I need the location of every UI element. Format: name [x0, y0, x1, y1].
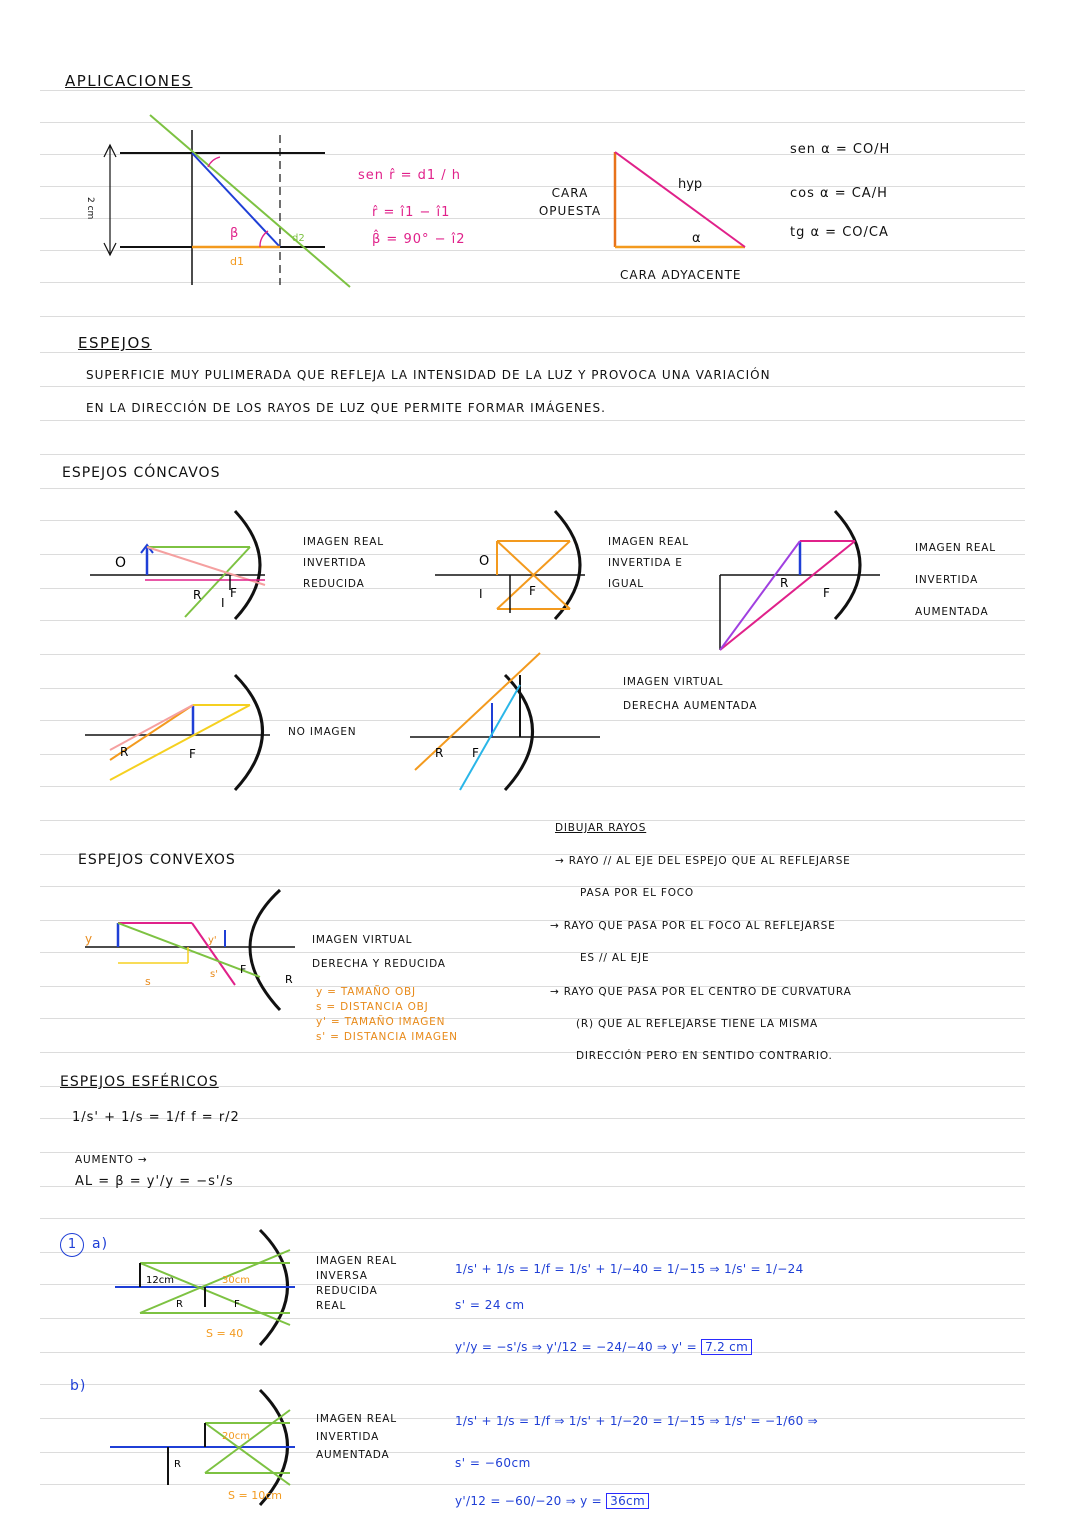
label-cara-opuesta: CARA OPUESTA: [538, 186, 602, 218]
case3-line2: INVERTIDA: [915, 574, 979, 586]
a-tag-r: R: [176, 1299, 183, 1310]
case1-line1: IMAGEN REAL: [303, 536, 384, 548]
heading-aplicaciones: APLICACIONES: [65, 72, 193, 90]
case2-line1: IMAGEN REAL: [608, 536, 689, 548]
case3-line1: IMAGEN REAL: [915, 542, 996, 554]
heading-espejos: ESPEJOS: [78, 334, 152, 352]
letter-f-5: F: [472, 746, 479, 760]
aumento-label: AUMENTO →: [75, 1154, 148, 1166]
exercise-b-eq3: [455, 1494, 649, 1508]
right-triangle-diagram: [610, 150, 750, 250]
letter-sp: s': [210, 969, 218, 980]
exercise-a-eq3: [455, 1340, 752, 1354]
letter-f: F: [230, 586, 237, 600]
exercise-b-eq1: 1/s' + 1/s = 1/f ⇒ 1/s' + 1/−20 = 1/−15 ⇒ 1/s' = −1/60 ⇒: [455, 1414, 818, 1428]
case3-result: [915, 532, 996, 628]
espejos-definition-line1: SUPERFICIE MUY PULIMERADA QUE REFLEJA LA INTENSIDAD DE LA LUZ Y PROVOCA UNA VARIACIÓN: [86, 368, 771, 382]
rule2-line1: → RAYO QUE PASA POR EL FOCO AL REFLEJARSE: [550, 920, 836, 932]
letter-o-2: O: [479, 554, 490, 569]
convex-result: [312, 928, 446, 976]
case1-line3: REDUCIDA: [303, 578, 365, 590]
letter-f-cx: F: [240, 963, 247, 976]
letter-i-2: I: [479, 587, 483, 601]
label-d1: d1: [230, 255, 244, 268]
exercise-a-diagram: [110, 1225, 310, 1350]
exercise-a-label: a): [92, 1236, 109, 1252]
heading-concavos: ESPEJOS CÓNCAVOS: [62, 465, 221, 481]
formula-sen-r-text: sen r̂ = d1 / h: [358, 168, 462, 183]
b-tag-r: R: [174, 1459, 181, 1470]
rule2-line2: ES // AL EJE: [580, 952, 650, 964]
concave-mirror-case3: [715, 505, 895, 655]
label-alpha: α: [692, 231, 701, 246]
exercise-b-result: [316, 1410, 397, 1464]
rule3-line3: DIRECCIÓN PERO EN SENTIDO CONTRARIO.: [576, 1050, 833, 1062]
case5-line1: IMAGEN VIRTUAL: [623, 676, 724, 688]
formula-sen-r: [358, 168, 461, 183]
rule3-line1: → RAYO QUE PASA POR EL CENTRO DE CURVATURA: [550, 986, 852, 998]
a-result-1: IMAGEN REAL: [316, 1255, 397, 1267]
letter-r-3: R: [780, 576, 789, 590]
exercise-a-answer: 7.2 cm: [701, 1339, 752, 1355]
concave-mirror-case4: [85, 670, 285, 800]
exercise-a-eq2: s' = 24 cm: [455, 1298, 525, 1312]
exercise-number: 1: [60, 1233, 84, 1257]
case4-result: NO IMAGEN: [288, 726, 357, 738]
case5-line2: DERECHA AUMENTADA: [623, 700, 758, 712]
letter-o: O: [115, 555, 127, 571]
rule3-line2: (R) QUE AL REFLEJARSE TIENE LA MISMA: [576, 1018, 819, 1030]
case2-line2: INVERTIDA E: [608, 557, 683, 569]
concave-mirror-case5: [410, 645, 610, 795]
b-result-2: INVERTIDA: [316, 1431, 380, 1443]
letter-r: R: [193, 588, 202, 602]
rule1-line2: PASA POR EL FOCO: [580, 887, 694, 899]
legend-y: y = TAMAÑO OBJ: [316, 986, 416, 998]
legend-sp: s' = DISTANCIA IMAGEN: [316, 1031, 458, 1043]
heading-convexos: ESPEJOS CONVEXOS: [78, 852, 236, 868]
letter-r-cx: R: [285, 973, 293, 986]
exercise-b-label: b): [70, 1378, 87, 1394]
exercise-b-eq2: s' = −60cm: [455, 1456, 531, 1470]
heading-esfericos: ESPEJOS ESFÉRICOS: [60, 1074, 219, 1090]
letter-f-4: F: [189, 747, 196, 761]
concave-mirror-case1: [85, 505, 275, 620]
a-tag-y: 12cm: [146, 1275, 174, 1286]
letter-s: s: [145, 975, 151, 988]
concave-mirror-case2: [435, 505, 595, 620]
legend-yp: y' = TAMAÑO IMAGEN: [316, 1016, 446, 1028]
exercise-a-eq3-text: y'/y = −s'/s ⇒ y'/12 = −24/−40 ⇒ y' =: [455, 1340, 697, 1354]
formula-r: r̂ = î1 − î1: [372, 205, 451, 220]
b-tag-s: S = 10cm: [228, 1489, 282, 1502]
convex-result-line1: IMAGEN VIRTUAL: [312, 934, 413, 946]
label-cara-adyacente: CARA ADYACENTE: [620, 268, 742, 282]
refraction-slab-diagram: [80, 105, 360, 295]
a-result-3: REDUCIDA: [316, 1285, 378, 1297]
exercise-a-result: [316, 1254, 397, 1314]
case2-result: [608, 532, 689, 595]
letter-y: y: [85, 932, 93, 946]
b-result-1: IMAGEN REAL: [316, 1413, 397, 1425]
trig-cos: cos α = CA/H: [790, 186, 888, 201]
espejos-definition-line2: EN LA DIRECCIÓN DE LOS RAYOS DE LUZ QUE PERMITE FORMAR IMÁGENES.: [86, 401, 606, 415]
case1-line2: INVERTIDA: [303, 557, 367, 569]
a-result-2: INVERSA: [316, 1270, 368, 1282]
letter-r-4: R: [120, 745, 129, 759]
case1-result: [303, 532, 384, 595]
a-tag-f: 30cm: [222, 1275, 250, 1286]
trig-sen: sen α = CO/H: [790, 142, 891, 157]
legend-s: s = DISTANCIA OBJ: [316, 1001, 429, 1013]
exercise-b-eq3-text: y'/12 = −60/−20 ⇒ y =: [455, 1494, 603, 1508]
b-result-3: AUMENTADA: [316, 1449, 390, 1461]
a-tag-s: S = 40: [206, 1327, 244, 1340]
formula-beta: β̂ = 90° − î2: [372, 232, 466, 247]
a-tag-fl: F: [234, 1299, 240, 1310]
heading-dibujar-rayos: DIBUJAR RAYOS: [555, 822, 647, 834]
mirror-formula: 1/s' + 1/s = 1/f f = r/2: [72, 1110, 240, 1125]
a-result-4: REAL: [316, 1300, 347, 1312]
label-d2: d2: [292, 233, 305, 244]
letter-yp: y': [208, 935, 217, 946]
convex-mirror-diagram: [80, 885, 300, 1015]
rule1-line1: → RAYO // AL EJE DEL ESPEJO QUE AL REFLEJARSE: [555, 855, 851, 867]
exercise-b-diagram: [110, 1385, 310, 1510]
letter-i: I: [221, 596, 225, 610]
label-hyp: hyp: [678, 177, 703, 192]
exercise-b-answer: 36cm: [606, 1493, 649, 1509]
exercise-a-eq1: 1/s' + 1/s = 1/f = 1/s' + 1/−40 = 1/−15 ⇒ 1/s' = 1/−24: [455, 1262, 804, 1276]
label-beta: β: [230, 226, 239, 241]
letter-r-5: R: [435, 746, 444, 760]
letter-f-2: F: [529, 584, 536, 598]
aumento-formula: AL = β = y'/y = −s'/s: [75, 1174, 234, 1189]
convex-legend: [316, 985, 458, 1045]
case2-line3: IGUAL: [608, 578, 644, 590]
label-2cm: 2 cm: [85, 197, 95, 220]
case3-line3: AUMENTADA: [915, 606, 989, 618]
b-tag-f: 20cm: [222, 1431, 250, 1442]
trig-tg: tg α = CO/CA: [790, 225, 889, 240]
letter-f-3: F: [823, 586, 830, 600]
convex-result-line2: DERECHA Y REDUCIDA: [312, 958, 446, 970]
case5-result: [623, 670, 757, 718]
